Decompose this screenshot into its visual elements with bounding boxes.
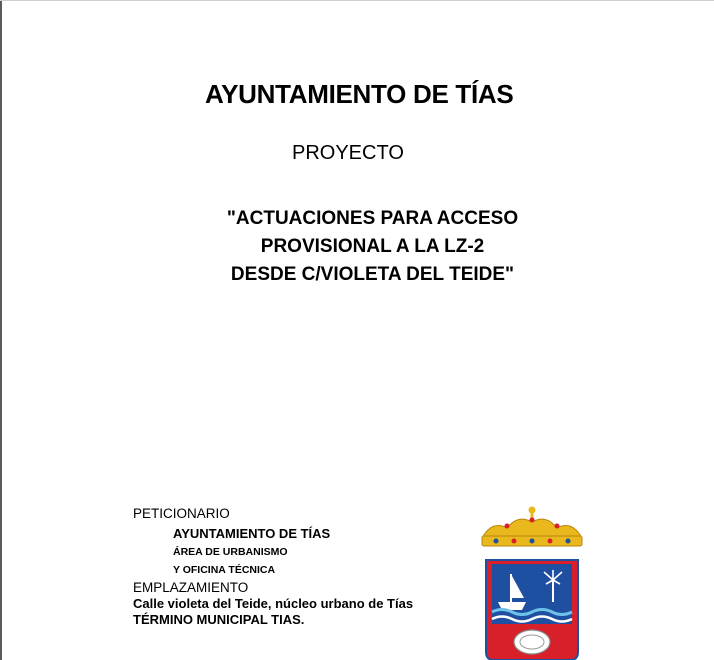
project-name-line-3: DESDE C/VIOLETA DEL TEIDE" <box>230 264 515 285</box>
crown-icon <box>482 507 582 547</box>
peticionario-area: ÁREA DE URBANISMO <box>173 546 288 558</box>
document-title: AYUNTAMIENTO DE TÍAS <box>205 79 514 109</box>
emplazamiento-municipality: TÉRMINO MUNICIPAL TIAS. <box>133 612 305 627</box>
emplazamiento-address: Calle violeta del Teide, núcleo urbano de Tías <box>133 596 414 611</box>
page-edge-left <box>0 0 2 660</box>
shield-icon <box>486 560 578 660</box>
document-subtitle: PROYECTO <box>292 142 404 164</box>
peticionario-office: Y OFICINA TÉCNICA <box>173 564 276 576</box>
project-info <box>133 506 413 627</box>
peticionario-name: AYUNTAMIENTO DE TÍAS <box>173 526 331 541</box>
coat-of-arms-icon <box>472 502 592 660</box>
emplazamiento-label: EMPLAZAMIENTO <box>133 580 249 595</box>
peticionario-label: PETICIONARIO <box>133 506 230 521</box>
project-name-line-2: PROVISIONAL A LA LZ-2 <box>260 236 485 257</box>
project-name-line-1: "ACTUACIONES PARA ACCESO <box>226 208 519 229</box>
page-edge-top <box>0 0 714 1</box>
project-name <box>210 205 535 289</box>
